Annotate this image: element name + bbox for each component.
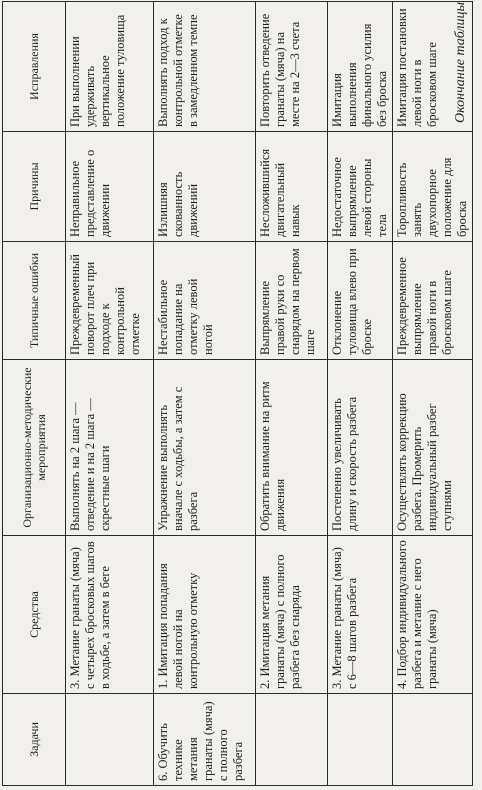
table-cell: Несложившийся двигательный навык [256, 132, 328, 242]
table-cell: Выпрямление правой руки со снарядом на первом шаге [256, 242, 328, 360]
table-row [66, 2, 154, 786]
table-cell: Обратить внимание на ритм движения [256, 360, 328, 536]
table-row [393, 2, 473, 786]
table-cell: 2. Имитация метания гранаты (мяча) с полного разбега без снаряда [256, 536, 328, 694]
table-cell: Преждевременный поворот плеч при подходе к контрольной отметке [66, 242, 154, 360]
table-cell: Отклонение туловища влево при броске [328, 242, 393, 360]
header-causes: Причины [3, 132, 66, 242]
table-cell: Имитация постановки левой ноги в бросковом шаге [393, 2, 473, 132]
table-cell: 3. Метание гранаты (мяча) с 6—8 шагов разбега [328, 536, 393, 694]
table-cell: Осуществлять коррекцию разбега. Промерить индивидуальный разбег ступнями [393, 360, 473, 536]
header-means: Средства [3, 536, 66, 694]
table-cell: 1. Имитация попадания левой ногой на контрольную отметку [154, 536, 256, 694]
table-cell: Недостаточное выпрямление левой стороны тела [328, 132, 393, 242]
header-measures: Организационно-методические мероприятия [3, 360, 66, 536]
table-cell [66, 694, 154, 786]
table-cell: При выполнении удерживать вертикальное положение туловища [66, 2, 154, 132]
table-cell: Повторить отведение гранаты (мяча) на месте на 2—3 счета [256, 2, 328, 132]
table-cell: 4. Подбор индивидуального разбега и метание с него гранаты (мяча) [393, 536, 473, 694]
table-cell: Упражнение выполнять вначале с ходьбы, а затем с разбега [154, 360, 256, 536]
table-cell: 6. Обучить технике метания гранаты (мяча) с полного разбега [154, 694, 256, 786]
table-cell: Излишняя скованность движений [154, 132, 256, 242]
header-row [3, 2, 66, 786]
methods-table [2, 1, 473, 786]
header-errors: Типичные ошибки [3, 242, 66, 360]
table-cell: Нестабильное попадание на отметку левой ногой [154, 242, 256, 360]
table-cell: Выполнять на 2 шага — отведение и на 2 шага — скрестные шаги [66, 360, 154, 536]
table-cell: Торопливость занять двухопорное положение для броска [393, 132, 473, 242]
table-cell [328, 694, 393, 786]
table-row [154, 2, 256, 786]
table-caption: Окончание таблицы [453, 2, 468, 123]
table-cell [393, 694, 473, 786]
header-tasks: Задачи [3, 694, 66, 786]
table-row [328, 2, 393, 786]
header-corrections: Исправления [3, 2, 66, 132]
table-cell: 3. Метание гранаты (мяча) с четырех бросковых шагов в ходьбе, а затем в беге [66, 536, 154, 694]
table-cell: Неправильное представление о движении [66, 132, 154, 242]
table-cell [256, 694, 328, 786]
table-cell: Выполнять подход к контрольной отметке в замедленном темпе [154, 2, 256, 132]
table-cell: Постепенно увеличивать длину и скорость разбега [328, 360, 393, 536]
table-cell: Преждевременное выпрямление правой ноги в бросковом шаге [393, 242, 473, 360]
table-row [256, 2, 328, 786]
table-cell: Имитация выполнения финального усилия без броска [328, 2, 393, 132]
